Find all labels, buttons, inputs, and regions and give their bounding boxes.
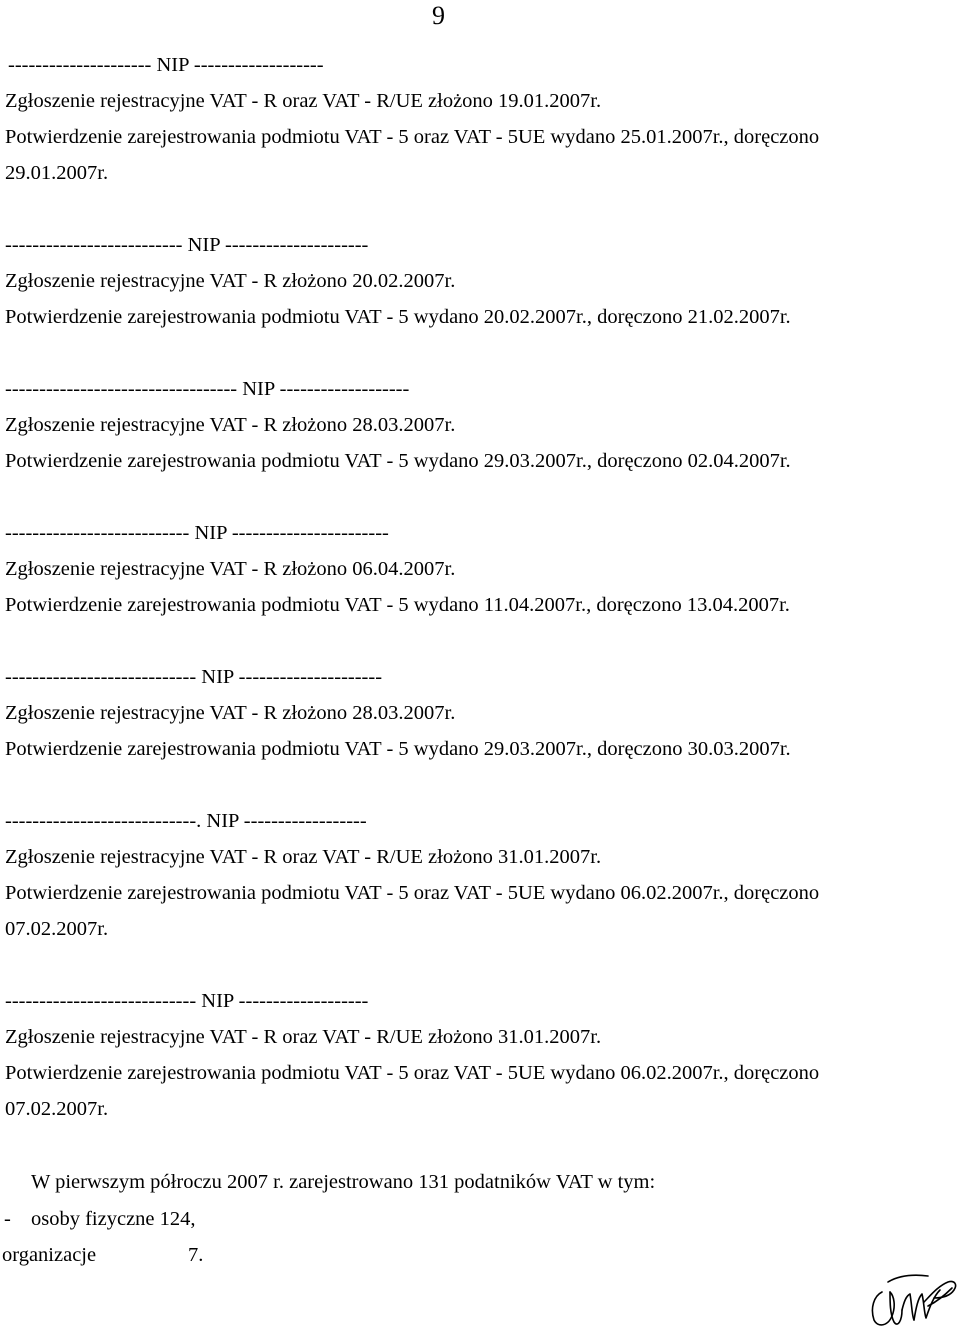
entry-line: Potwierdzenie zarejestrowania podmiotu VAT - 5 oraz VAT - 5UE wydano 25.01.2007r., doręczono — [5, 126, 820, 148]
entry-line: 07.02.2007r. — [5, 1098, 109, 1120]
nip-separator: --------------------------- NIP ----------------------- — [5, 522, 389, 544]
summary-item-organizations-value: 7. — [188, 1244, 204, 1266]
nip-separator: ---------------------------------- NIP ------------------- — [5, 378, 410, 400]
entry-line: Zgłoszenie rejestracyjne VAT - R oraz VAT - R/UE złożono 31.01.2007r. — [5, 846, 602, 868]
entry-line: 07.02.2007r. — [5, 918, 109, 940]
entry-line: Potwierdzenie zarejestrowania podmiotu VAT - 5 wydano 29.03.2007r., doręczono 30.03.2007r. — [5, 738, 791, 760]
entry-line: Zgłoszenie rejestracyjne VAT - R oraz VAT - R/UE złożono 31.01.2007r. — [5, 1026, 602, 1048]
entry-line: Zgłoszenie rejestracyjne VAT - R złożono 20.02.2007r. — [5, 270, 456, 292]
entry-line: Potwierdzenie zarejestrowania podmiotu VAT - 5 wydano 20.02.2007r., doręczono 21.02.2007r. — [5, 306, 791, 328]
entry-line: Potwierdzenie zarejestrowania podmiotu VAT - 5 oraz VAT - 5UE wydano 06.02.2007r., doręczono — [5, 882, 820, 904]
summary-bullet: - — [4, 1208, 11, 1230]
summary-item-individuals: osoby fizyczne 124, — [31, 1208, 196, 1230]
nip-separator: --------------------- NIP ------------------- — [8, 54, 324, 76]
summary-item-organizations-label: organizacje — [2, 1244, 97, 1266]
entry-line: Potwierdzenie zarejestrowania podmiotu VAT - 5 wydano 29.03.2007r., doręczono 02.04.2007r. — [5, 450, 791, 472]
entry-line: Zgłoszenie rejestracyjne VAT - R złożono 06.04.2007r. — [5, 558, 456, 580]
entry-line: Potwierdzenie zarejestrowania podmiotu VAT - 5 oraz VAT - 5UE wydano 06.02.2007r., doręczono — [5, 1062, 820, 1084]
summary-intro: W pierwszym półroczu 2007 r. zarejestrowano 131 podatników VAT w tym: — [31, 1171, 656, 1193]
nip-separator: -------------------------- NIP --------------------- — [5, 234, 369, 256]
handwritten-signature — [868, 1262, 960, 1332]
entry-line: Potwierdzenie zarejestrowania podmiotu VAT - 5 wydano 11.04.2007r., doręczono 13.04.2007r. — [5, 594, 790, 616]
entry-line: Zgłoszenie rejestracyjne VAT - R oraz VAT - R/UE złożono 19.01.2007r. — [5, 90, 602, 112]
entry-line: 29.01.2007r. — [5, 162, 109, 184]
entry-line: Zgłoszenie rejestracyjne VAT - R złożono 28.03.2007r. — [5, 702, 456, 724]
nip-separator: ---------------------------- NIP --------------------- — [5, 666, 383, 688]
nip-separator: ----------------------------. NIP ------------------ — [5, 810, 367, 832]
nip-separator: ---------------------------- NIP ------------------- — [5, 990, 369, 1012]
entry-line: Zgłoszenie rejestracyjne VAT - R złożono 28.03.2007r. — [5, 414, 456, 436]
page-number: 9 — [432, 1, 445, 30]
